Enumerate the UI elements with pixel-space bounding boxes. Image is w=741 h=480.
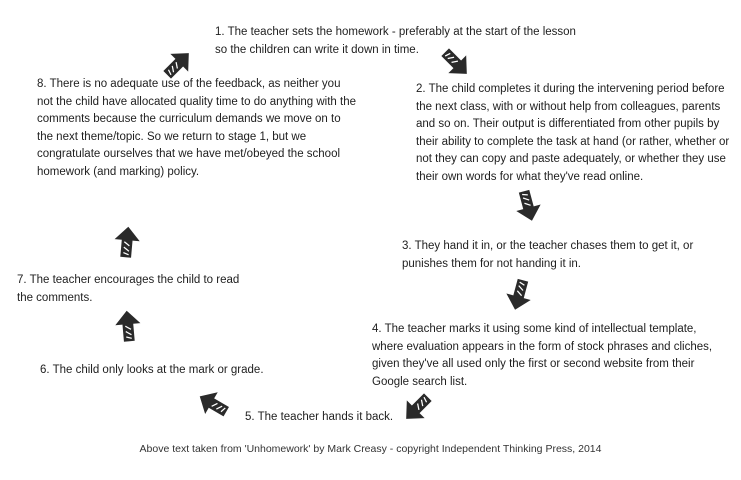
arrow-3-to-4-icon: [497, 273, 541, 317]
step-7-text: 7. The teacher encourages the child to read the comments.: [17, 274, 240, 304]
step-3-text: 3. They hand it in, or the teacher chases them to get it, or punishes them for not handing it in.: [402, 240, 694, 270]
step-6-text: 6. The child only looks at the mark or grade.: [40, 364, 264, 376]
step-8-text: 8. There is no adequate use of the feedback, as neither you not the child have allocated quality time to do anything with the comments because the curriculum demands we move on to the next theme/topic. So we return to stage 1, but we congratulate ourselves that we have met/obeyed the school homework (and marking) policy.: [37, 78, 357, 178]
arrow-7-to-8-icon: [107, 222, 146, 261]
arrow-2-to-3-icon: [506, 184, 550, 228]
step-5-text: 5. The teacher hands it back.: [245, 411, 394, 423]
step-2-text: 2. The child completes it during the intervening period before the next class, with or without help from colleagues, parents and so on. Their output is differentiated from other pupils by their ability to complete the task at hand (or rather, whether or not they can copy and paste adequately, or whether they use their own words for what they've read online.: [416, 83, 730, 183]
step-4-text: 4. The teacher marks it using some kind of intellectual template, where evaluation appears in the form of stock phrases and cliches, given they've all used only the first or second website from their Google search list.: [372, 323, 713, 388]
step-1-text: 1. The teacher sets the homework - preferably at the start of the lesson so the children can write it down in time.: [215, 26, 576, 56]
source-caption: Above text taken from 'Unhomework' by Mark Creasy - copyright Independent Thinking Press, 2014: [139, 443, 602, 455]
arrow-6-to-7-icon: [108, 306, 147, 345]
arrow-5-to-6-icon: [188, 379, 237, 428]
